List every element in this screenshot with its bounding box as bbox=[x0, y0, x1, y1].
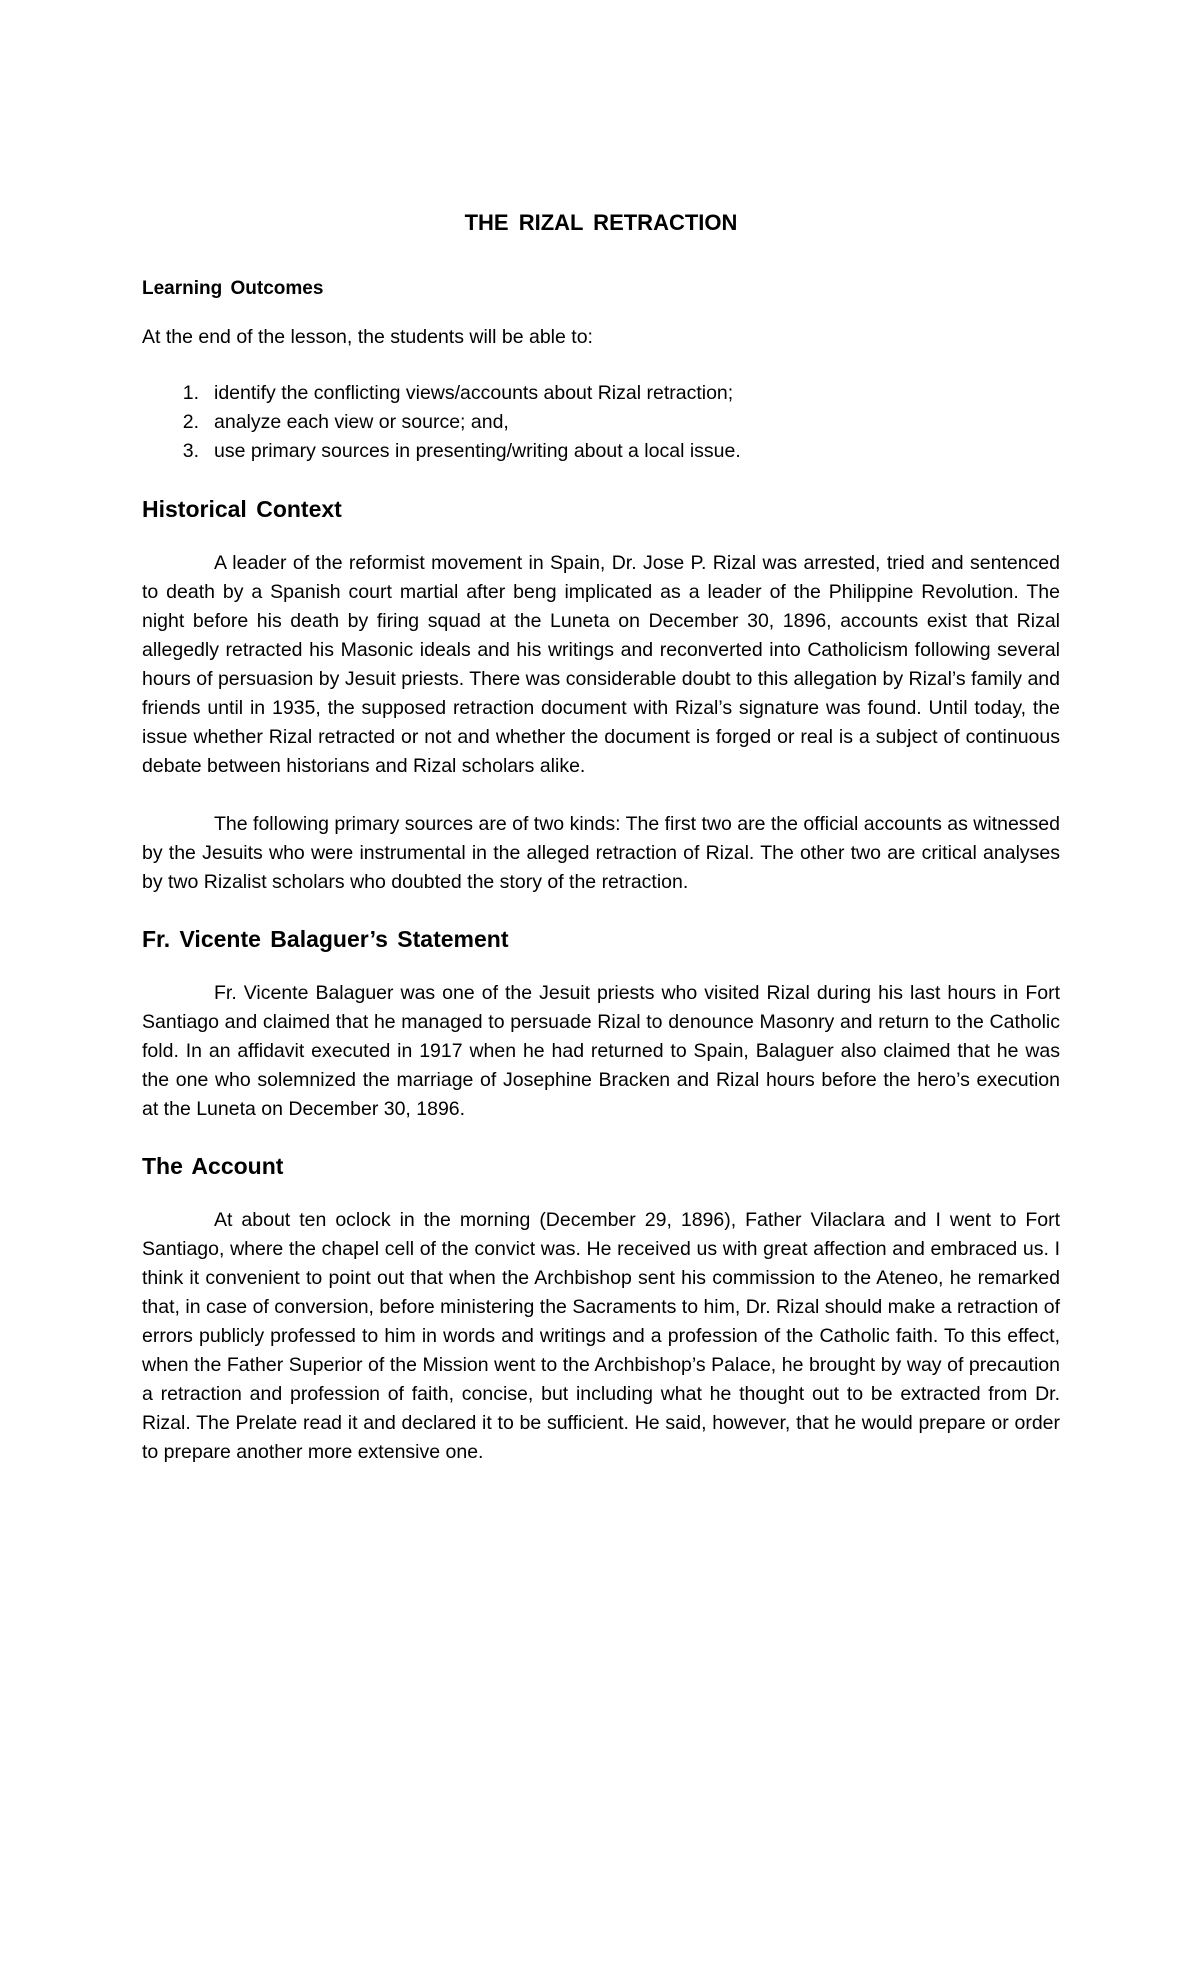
balaguer-statement-paragraph: Fr. Vicente Balaguer was one of the Jesuit priests who visited Rizal during his last hours in Fort Santiago and claimed that he managed to persuade Rizal to denounce Masonry and return to the Catholic fold. In an affidavit executed in 1917 when he had returned to Spain, Balaguer also claimed that he was the one who solemnized the marriage of Josephine Bracken and Rizal hours before the hero’s execution at the Luneta on December 30, 1896. bbox=[142, 982, 1060, 1120]
document-page bbox=[142, 210, 1060, 1496]
the-account-heading: The Account bbox=[142, 1153, 284, 1179]
learning-outcomes-intro: At the end of the lesson, the students will be able to: bbox=[142, 326, 593, 348]
learning-outcomes-list bbox=[142, 379, 1060, 466]
historical-context-heading: Historical Context bbox=[142, 496, 342, 522]
balaguer-statement-heading: Fr. Vicente Balaguer’s Statement bbox=[142, 926, 509, 952]
list-item-text: identify the conflicting views/accounts about Rizal retraction; bbox=[214, 382, 734, 404]
list-item-number: 2. bbox=[182, 411, 199, 433]
list-item bbox=[142, 437, 1060, 466]
list-item-text: analyze each view or source; and, bbox=[214, 411, 509, 433]
list-item-text: use primary sources in presenting/writing about a local issue. bbox=[214, 440, 741, 462]
learning-outcomes-heading: Learning Outcomes bbox=[142, 278, 324, 299]
list-item-number: 3. bbox=[182, 440, 199, 462]
historical-context-paragraph-1: A leader of the reformist movement in Spain, Dr. Jose P. Rizal was arrested, tried and sentenced to death by a Spanish court martial after beng implicated as a leader of the Philippine Revolution. The night before his death by firing squad at the Luneta on December 30, 1896, accounts exist that Rizal allegedly retracted his Masonic ideals and his writings and reconverted into Catholicism following several hours of persuasion by Jesuit priests. There was considerable doubt to this allegation by Rizal’s family and friends until in 1935, the supposed retraction document with Rizal’s signature was found. Until today, the issue whether Rizal retracted or not and whether the document is forged or real is a subject of continuous debate between historians and Rizal scholars alike. bbox=[142, 552, 1060, 777]
list-item bbox=[142, 379, 1060, 408]
the-account-paragraph: At about ten oclock in the morning (December 29, 1896), Father Vilaclara and I went to Fort Santiago, where the chapel cell of the convict was. He received us with great affection and embraced us. I think it convenient to point out that when the Archbishop sent his commission to the Ateneo, he remarked that, in case of conversion, before ministering the Sacraments to him, Dr. Rizal should make a retraction of errors publicly professed to him in words and writings and a profession of the Catholic faith. To this effect, when the Father Superior of the Mission went to the Archbishop’s Palace, he brought by way of precaution a retraction and profession of faith, concise, but including what he thought out to be extracted from Dr. Rizal. The Prelate read it and declared it to be sufficient. He said, however, that he would prepare or order to prepare another more extensive one. bbox=[142, 1209, 1061, 1463]
list-item bbox=[142, 408, 1060, 437]
page-title: THE RIZAL RETRACTION bbox=[464, 210, 738, 235]
list-item-number: 1. bbox=[182, 382, 199, 404]
historical-context-paragraph-2: The following primary sources are of two kinds: The first two are the official accounts as witnessed by the Jesuits who were instrumental in the alleged retraction of Rizal. The other two are critical analyses by two Rizalist scholars who doubted the story of the retraction. bbox=[142, 813, 1060, 893]
